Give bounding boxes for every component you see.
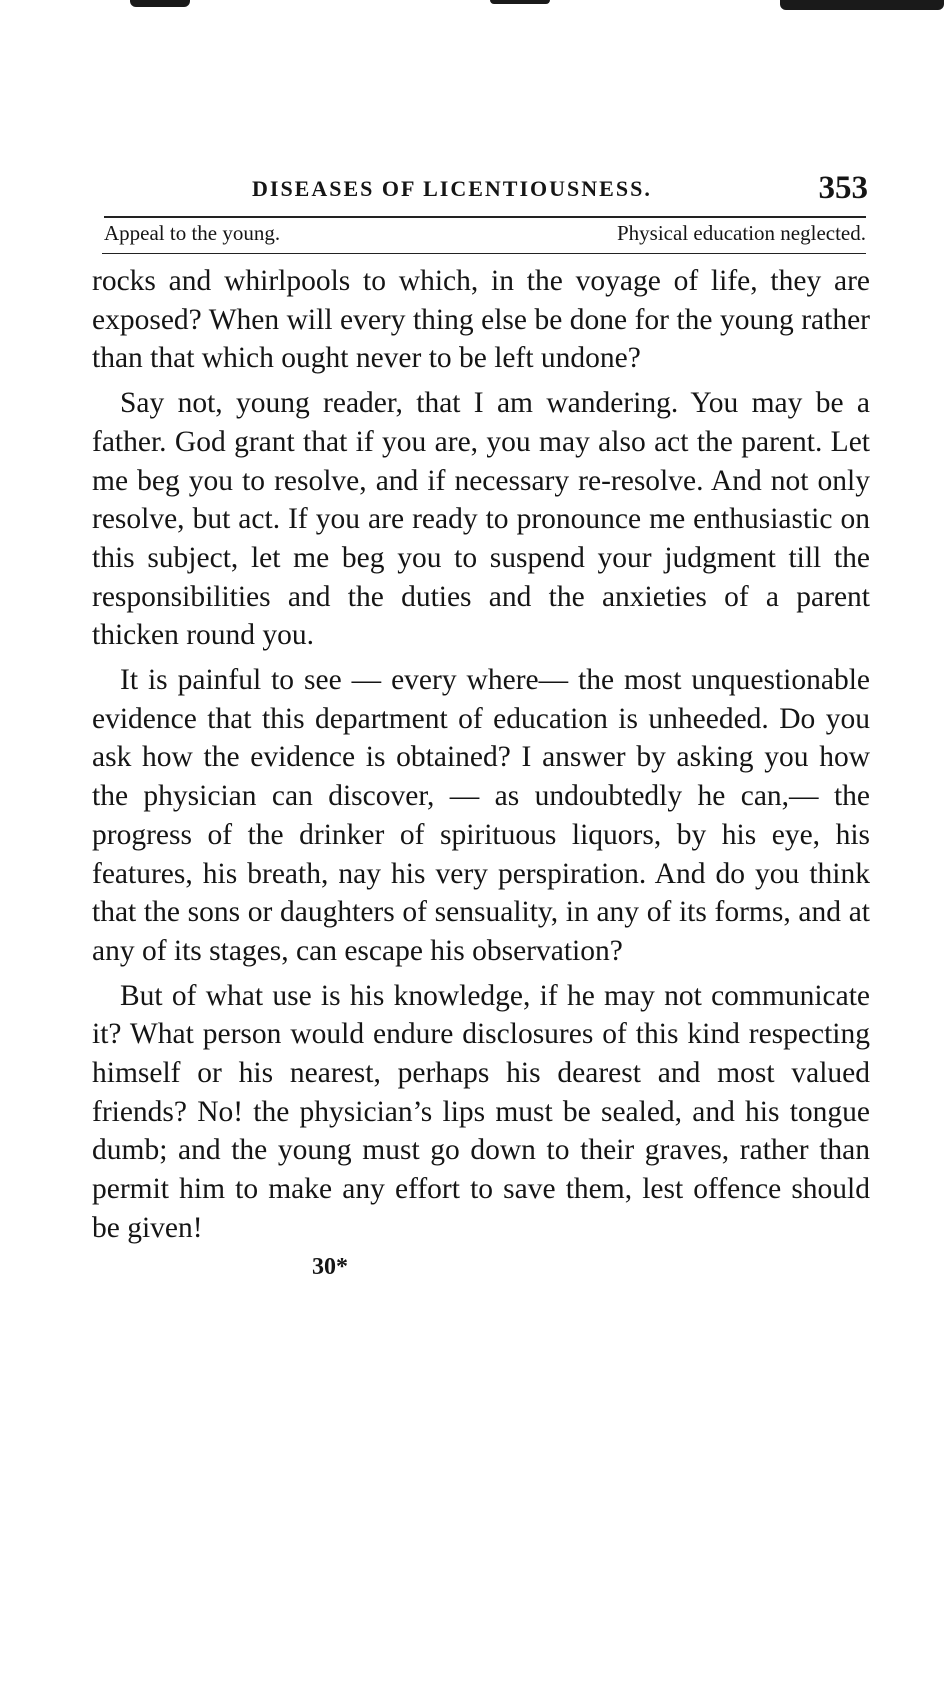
running-title: DISEASES OF LICENTIOUSNESS. bbox=[252, 176, 652, 201]
subhead-left: Appeal to the young. bbox=[104, 221, 281, 245]
subhead-rule bbox=[102, 253, 866, 254]
running-head bbox=[92, 170, 870, 216]
paragraph: But of what use is his knowledge, if he may not communicate it? What person would endure disclosures of this kind respecting himself or his nearest, perhaps his dearest and most valued friends? No! the physician’s lips must be sealed, and his tongue dumb; and the young must go down to their graves, rather than permit him to make any effort to save them, lest offence should be given! bbox=[92, 979, 870, 1244]
page-number: 353 bbox=[818, 170, 868, 206]
scan-mark bbox=[780, 0, 944, 10]
scan-mark bbox=[130, 0, 190, 7]
signature-mark: 30* bbox=[312, 1253, 348, 1280]
book-page bbox=[92, 170, 870, 1281]
body-text bbox=[92, 262, 870, 1248]
paragraph: rocks and whirlpools to which, in the voyage of life, they are exposed? When will every thing else be done for the young rather than that which ought never to be left undone? bbox=[92, 265, 870, 375]
paragraph: Say not, young reader, that I am wandering. You may be a father. God grant that if you are, you may also act the parent. Let me beg you to resolve, and if necessary re-resolve. And not only resolve, but act. If you are ready to pronounce me enthusiastic on this subject, let me beg you to suspend your judgment till the responsibilities and the duties and the anxieties of a parent thicken round you. bbox=[92, 387, 870, 652]
paragraph: It is painful to see — every where— the most unquestionable evidence that this department of education is unheeded. Do you ask how the evidence is obtained? I answer by asking you how the physician can discover, — as undoubtedly he can,— the progress of the drinker of spirituous liquors, by his eye, his features, his breath, nay his very perspiration. And do you think that the sons or daughters of sensuality, in any of its forms, and at any of its stages, can escape his observation? bbox=[92, 664, 870, 967]
subhead bbox=[92, 218, 870, 253]
scan-mark bbox=[490, 0, 550, 4]
subhead-right: Physical education neglected. bbox=[617, 221, 866, 245]
